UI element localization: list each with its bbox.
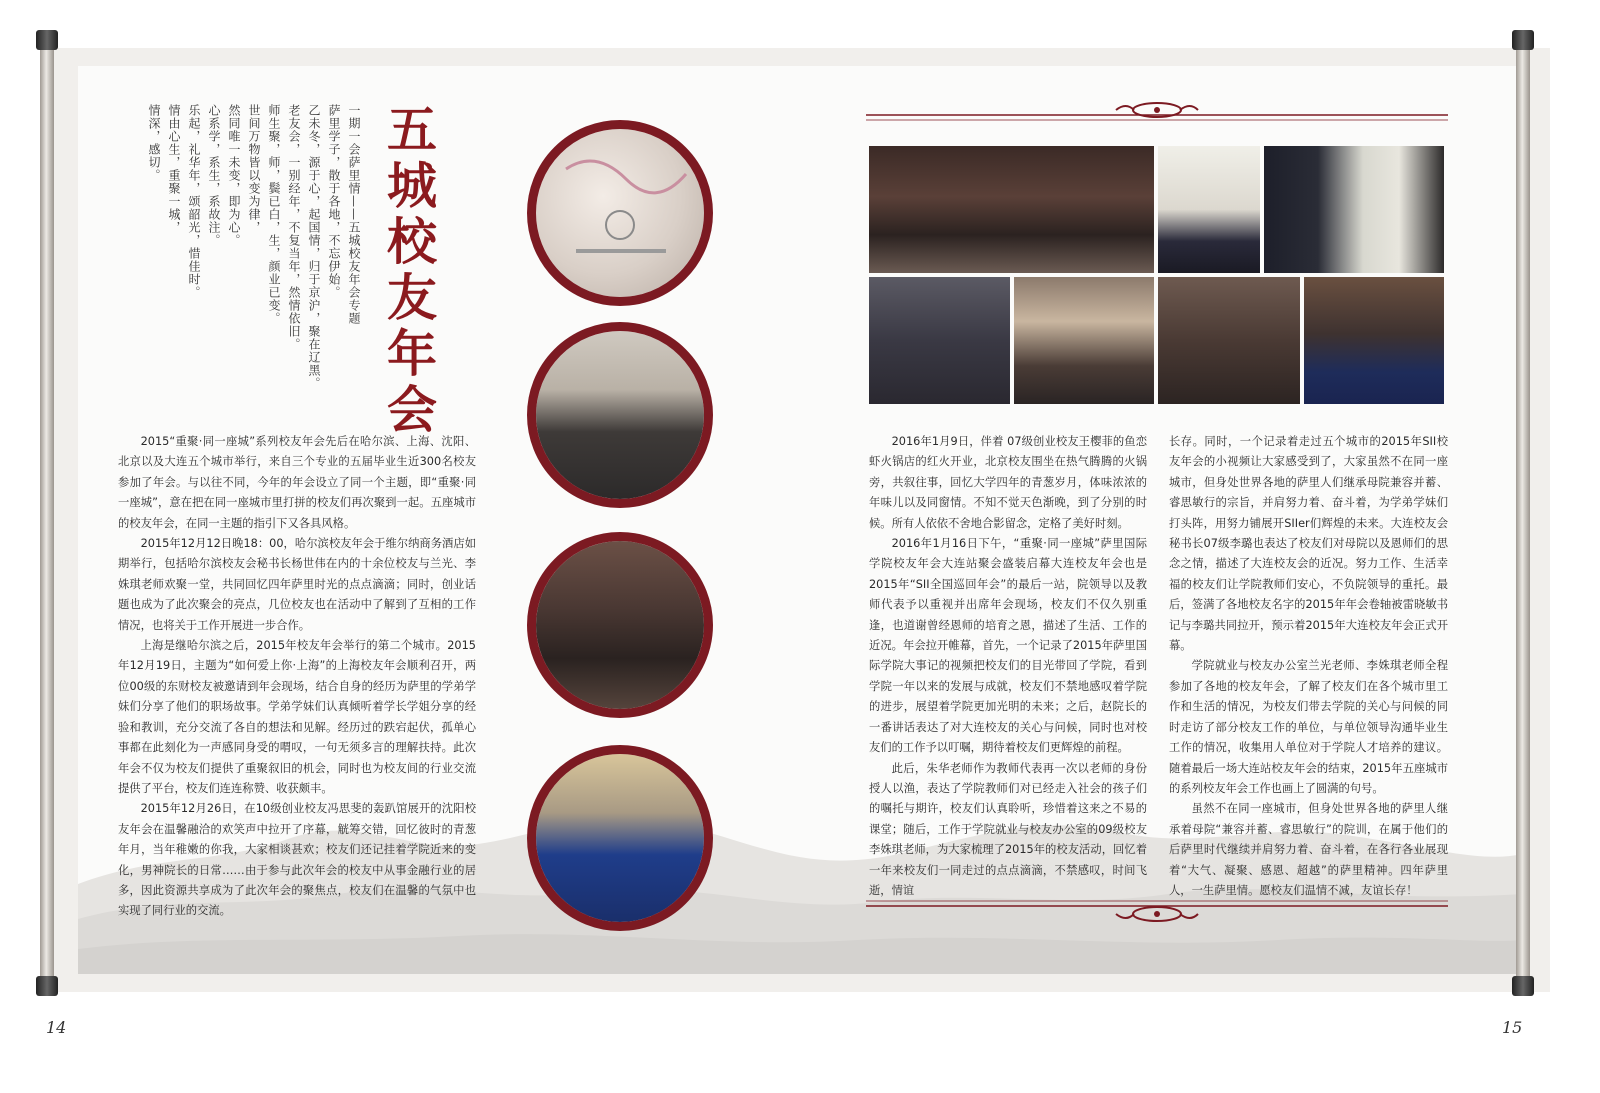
poem-line: 乙未冬，源于心，起国情，归于京沪，聚在辽黑。 — [307, 104, 321, 390]
ornament-divider-top — [866, 100, 1448, 130]
right-body-text-col2 — [1169, 432, 1448, 901]
paragraph: 虽然不在同一座城市，但身处世界各地的萨里人继承着母院“兼容并蓄、睿思敏行”的院训，在属于他们的后萨里时代继续并肩努力着、奋斗着，在各行各业展现着“大气、凝聚、感恩、超越”的萨里精神。四年萨里人，一生萨里情。愿校友们温情不减，友谊长存！ — [1169, 802, 1448, 897]
left-rod-cap-bottom — [36, 976, 58, 996]
photo-presentation — [1264, 146, 1444, 273]
poem-line: 一期一会萨里情——五城校友年会专题 — [347, 104, 361, 325]
poem-line: 师生聚，师，鬓已白，生，颜业已变。 — [267, 104, 281, 325]
paragraph: 2015年12月26日，在10级创业校友冯思斐的轰趴馆展开的沈阳校友年会在温馨融洽的欢笑声中拉开了序幕，觥筹交错，回忆彼时的青葱年月，当年稚嫩的你我，大家相谈甚欢；校友们还记挂着学院近来的变化，男神院长的日常……由于参与此次年会的校友中从事金融行业的居多，因此资源共享成为了此次年会的聚焦点，校友们在温馨的气氛中也实现了同行业的交流。 — [118, 802, 476, 918]
right-body-text-col1 — [869, 432, 1147, 901]
paragraph: 此后，朱华老师作为教师代表再一次以老师的身份授人以渔，表达了学院教师们对已经走入社会的孩子们的嘱托与期许，校友们认真聆听，珍惜着这来之不易的课堂；随后，工作于学院就业与校友办公室的09级校友李姝琪老师，为大家梳理了2015年的校友活动，回忆着一年来校友们一同走过的点点滴滴，不禁感叹，时间飞逝，情谊 — [869, 761, 1147, 897]
paragraph: 上海是继哈尔滨之后，2015年校友年会举行的第二个城市。2015年12月19日，主题为“如何爱上你·上海”的上海校友年会顺利召开，两位00级的东财校友被邀请到年会现场，结合自身的经历为萨里的学弟学妹们分享了他们的职场故事。学弟学妹们认真倾听着学长学姐分享的经验和教训，充分交流了各自的想法和见解。经历过的跌宕起伏，孤单心事都在此刻化为一声感同身受的喟叹，一句无须多言的理解扶持。此次年会不仅为校友们提供了重聚叙旧的机会，同时也为校友间的行业交流提供了平台，校友们连连称赞、收获颇丰。 — [118, 639, 476, 795]
poem-line: 情由心生，重聚一城， — [167, 104, 181, 234]
paragraph: 2016年1月16日下午，“重聚·同一座城”萨里国际学院校友年会大连站聚会盛装启幕大连校友年会也是2015年“SII全国巡回年会”的最后一站，院领导以及教师代表予以重视并出席年会现场，校友们不仅久别重逢，也道谢曾经恩师的培育之恩，描述了生活、工作的近况。年会拉开帷幕，首先，一个记录了2015年萨里国际学院大事记的视频把校友们的目光带回了学院，看到学院一年以来的发展与成就，校友们不禁地感叹着学院的进步，展望着学院更加光明的未来；之后，赵院长的一番讲话表达了对大连校友的关心与问候，同时也对校友们的工作予以叮嘱，期待着校友们更辉煌的前程。 — [869, 537, 1147, 755]
page-title: 五城校友年会 — [379, 103, 438, 439]
circle-photo-group-shanghai — [527, 532, 713, 718]
photo-group-standing — [1014, 277, 1154, 404]
poem-line: 乐起，礼华年，颂韶光，惜佳时。 — [187, 104, 201, 299]
right-rod-cap-bottom — [1512, 976, 1534, 996]
paragraph: 学院就业与校友办公室兰光老师、李姝琪老师全程参加了各地的校友年会，了解了校友们在各个城市里工作和生活的情况，为校友们带去学院的关心与问候的同时走访了部分校友工作的单位，与单位领导沟通毕业生工作的情况，收集用人单位对于学院人才培养的建议。随着最后一场大连站校友年会的结束，2015年五座城市的系列校友年会工作也画上了圆满的句号。 — [1169, 659, 1448, 795]
poem-line: 心系学，系生，系故注。 — [207, 104, 221, 247]
photo-group-couch — [869, 277, 1010, 404]
left-scroll-rod — [40, 46, 54, 986]
paragraph: 2015“重聚·同一座城”系列校友年会先后在哈尔滨、上海、沈阳、北京以及大连五个城市举行，来自三个专业的五届毕业生近300名校友参加了年会。与以往不同，今年的年会设立了同一个主题，即“重聚·同一座城”，意在把在同一座城市里打拼的校友们再次聚到一起。五座城市的校友年会，在同一主题的指引下又各具风格。 — [118, 435, 476, 530]
photo-group-flag — [1304, 277, 1444, 404]
page-number-left: 14 — [46, 1018, 67, 1037]
page-number-right: 15 — [1502, 1018, 1523, 1037]
photo-speaker — [1158, 146, 1260, 273]
poem-line: 萨里学子，散于各地，不忘伊始。 — [327, 104, 341, 299]
photo-group-restaurant — [1158, 277, 1300, 404]
poem-line: 世间万物皆以变为律， — [247, 104, 261, 234]
photo-group-large — [869, 146, 1154, 273]
right-scroll-rod — [1516, 46, 1530, 986]
circle-photo-group-harbin — [527, 322, 713, 508]
circle-photo-invitation — [527, 120, 713, 306]
paragraph: 2016年1月9日，伴着 07级创业校友王樱菲的鱼恋虾火锅店的红火开业，北京校友围坐在热气腾腾的火锅旁，共叙往事，回忆大学四年的青葱岁月，体味浓浓的年味儿以及同窗情。不知不觉天色渐晚，到了分别的时候。所有人依依不舍地合影留念，定格了美好时刻。 — [869, 435, 1147, 530]
left-rod-cap-top — [36, 30, 58, 50]
left-body-text — [118, 432, 476, 922]
paragraph: 2015年12月12日晚18：00，哈尔滨校友年会于维尔纳商务酒店如期举行，包括哈尔滨校友会秘书长杨世伟在内的十余位校友与兰光、李姝琪老师欢聚一堂，共同回忆四年萨里时光的点点滴滴；同时，创业话题也成为了此次聚会的亮点，几位校友也在活动中了解到了互相的工作情况，也将关于工作开展进一步合作。 — [118, 537, 476, 632]
right-rod-cap-top — [1512, 30, 1534, 50]
paragraph: 长存。同时，一个记录着走过五个城市的2015年SII校友年会的小视频让大家感受到了，大家虽然不在同一座城市，但身处世界各地的萨里人们继承母院兼容并蓄、睿思敏行的宗旨，并肩努力着、奋斗着，为学弟学妹们打头阵，用努力铺展开SIIer们辉煌的未来。大连校友会秘书长07级李璐也表达了校友们对母院以及恩师们的思念之情，描述了大连校友会的近况。努力工作、生活幸福的校友们让学院教师们安心，不负院领导的重托。最后，签满了各地校友名字的2015年年会卷轴被雷晓敏书记与李璐共同拉开，预示着2015年大连校友年会正式开幕。 — [1169, 435, 1448, 653]
poem-line: 情深，感切。 — [147, 104, 161, 182]
poem-line: 老友会，一别经年，不复当年，然情依旧。 — [287, 104, 301, 351]
poem — [144, 104, 364, 414]
circle-photo-group-banner — [527, 745, 713, 931]
poem-line: 然同唯一未变，即为心。 — [227, 104, 241, 247]
